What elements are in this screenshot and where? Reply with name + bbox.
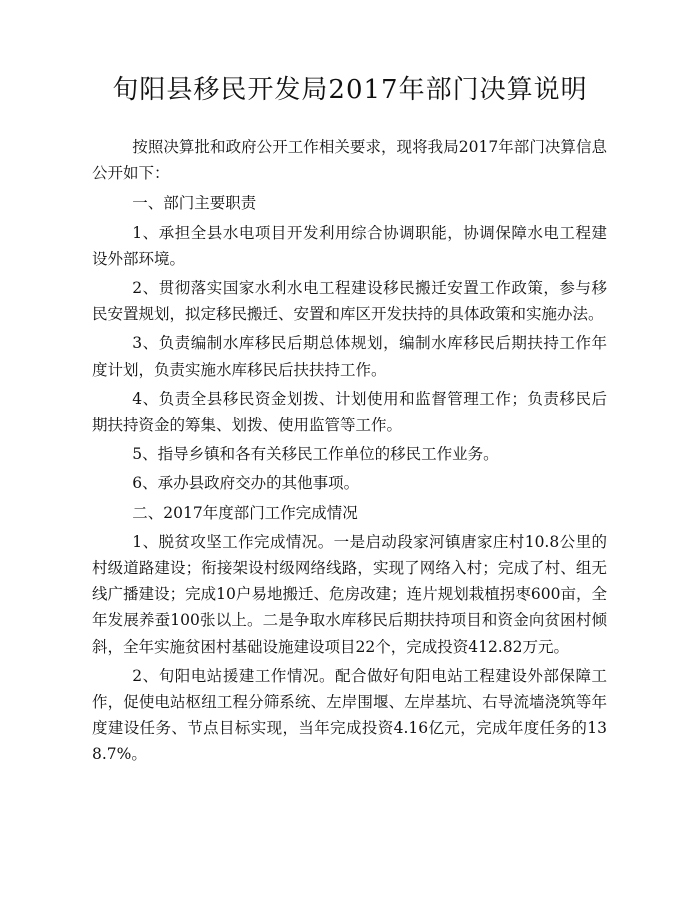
section-heading-work: 二、2017年度部门工作完成情况 <box>132 503 358 522</box>
duty-item-5: 5、指导乡镇和各有关移民工作单位的移民工作业务。 <box>132 445 499 464</box>
document-body <box>92 134 607 768</box>
duty-item-3: 3、负责编制水库移民后期总体规划，编制水库移民后期扶持工作年度计划，负责实施水库移民后扶扶持工作。 <box>92 334 607 379</box>
duty-item-1: 1、承担全县水电项目开发利用综合协调职能，协调保障水电工程建设外部环境。 <box>92 223 607 268</box>
duty-item-2: 2、贯彻落实国家水利水电工程建设移民搬迁安置工作政策，参与移民安置规划，拟定移民搬迁、安置和库区开发扶持的具体政策和实施办法。 <box>92 279 607 324</box>
work-item-1: 1、脱贫攻坚工作完成情况。一是启动段家河镇唐家庄村10.8公里的村级道路建设；衔接架设村级网络线路，实现了网络入村；完成了村、组无线广播建设；完成10户易地搬迁、危房改建；连片规划栽植拐枣600亩，全年发展养蚕100张以上。二是争取水库移民后期扶持项目和资金向贫困村倾斜，全年实施贫困村基础设施建设项目22个，完成投资412.82万元。 <box>92 532 607 656</box>
intro-paragraph: 按照决算批和政府公开工作相关要求，现将我局2017年部门决算信息公开如下： <box>92 138 607 183</box>
duty-item-6: 6、承办县政府交办的其他事项。 <box>132 474 360 493</box>
duty-item-4: 4、负责全县移民资金划拨、计划使用和监督管理工作；负责移民后期扶持资金的筹集、划拨、使用监管等工作。 <box>92 389 607 435</box>
section-heading-duties: 一、部门主要职责 <box>132 194 257 213</box>
work-item-2: 2、旬阳电站援建工作情况。配合做好旬阳电站工程建设外部保障工作，促使电站枢纽工程分筛系统、左岸围堰、左岸基坑、右导流墙浇筑等年度建设任务、节点目标实现，当年完成投资4.16亿元，完成年度任务的138.7%。 <box>92 666 607 764</box>
page-title: 旬阳县移民开发局2017年部门决算说明 <box>112 75 588 105</box>
